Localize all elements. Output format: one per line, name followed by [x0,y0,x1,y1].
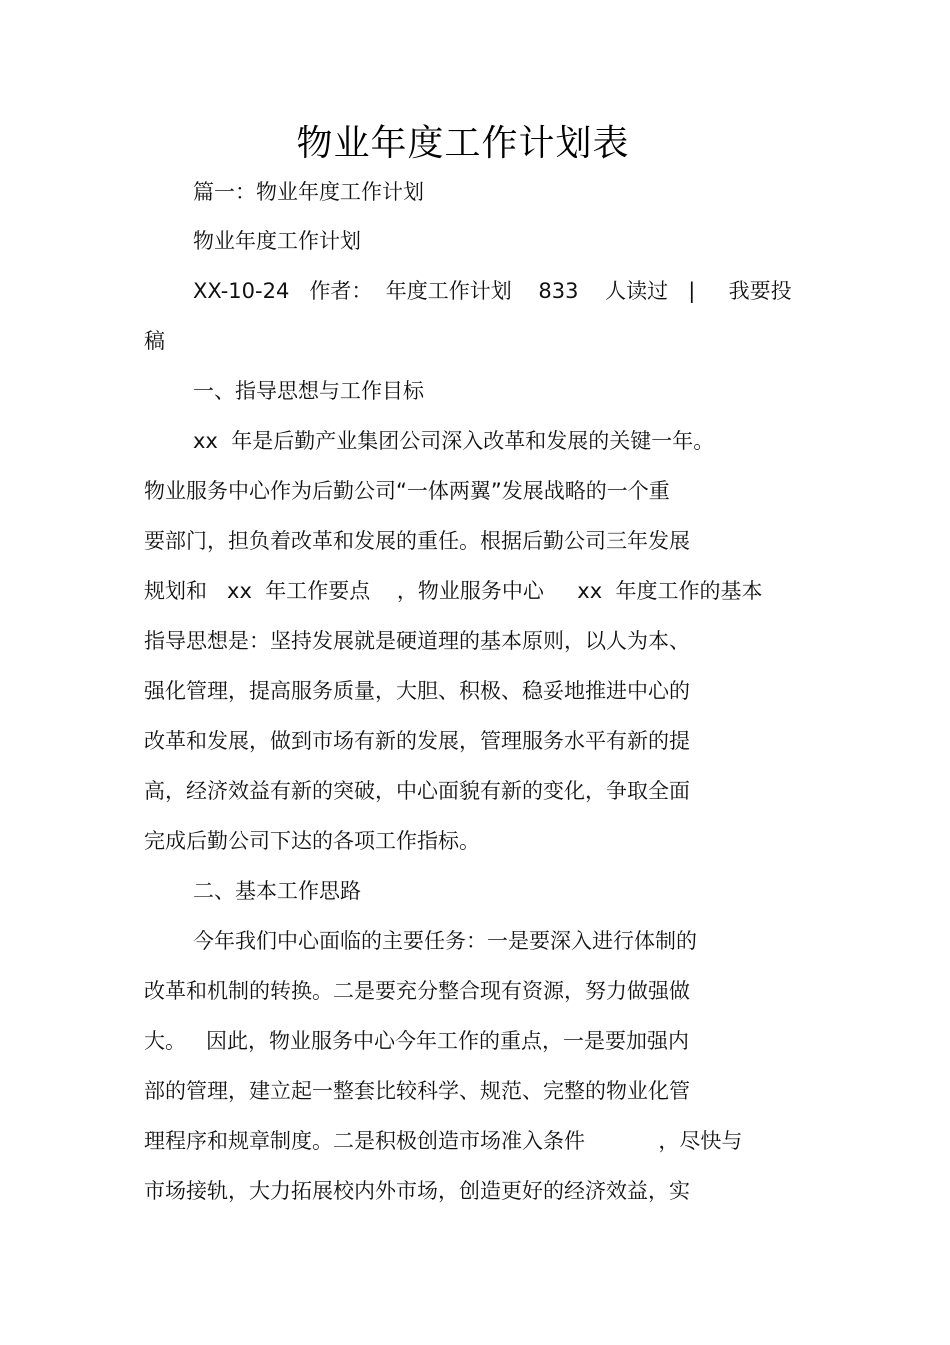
subheading: 物业年度工作计划 [193,229,361,253]
paragraph-line: 物业服务中心作为后勤公司“一体两翼”发展战略的一个重 [144,479,670,503]
paragraph-line: 完成后勤公司下达的各项工作指标。 [144,829,480,853]
section-heading-basic-ideas: 二、基本工作思路 [193,879,361,903]
paragraph-line: 高，经济效益有新的突破，中心面貌有新的变化，争取全面 [144,779,690,803]
document-title: 物业年度工作计划表 [296,123,630,164]
section-heading-part-one: 篇一：物业年度工作计划 [193,180,424,204]
paragraph-line: 部的管理，建立起一整套比较科学、规范、完整的物业化管 [144,1079,690,1103]
section-heading-guiding-ideas: 一、指导思想与工作目标 [193,379,424,403]
meta-line-continuation: 稿 [144,329,165,353]
paragraph-line: 指导思想是：坚持发展就是硬道理的基本原则，以人为本、 [144,629,690,653]
paragraph-line: 改革和发展，做到市场有新的发展，管理服务水平有新的提 [144,729,690,753]
paragraph-line: 改革和机制的转换。二是要充分整合现有资源，努力做强做 [144,979,690,1003]
paragraph-line: 理程序和规章制度。二是积极创造市场准入条件 ，尽快与 [144,1129,743,1153]
paragraph-line: 规划和 xx 年工作要点 ，物业服务中心 xx 年度工作的基本 [144,579,763,603]
paragraph-line: 大。 因此，物业服务中心今年工作的重点，一是要加强内 [144,1029,690,1053]
paragraph-line: 市场接轨，大力拓展校内外市场，创造更好的经济效益，实 [144,1179,690,1203]
paragraph-line: xx 年是后勤产业集团公司深入改革和发展的关键一年。 [193,429,715,453]
paragraph-line: 今年我们中心面临的主要任务：一是要深入进行体制的 [193,929,697,953]
paragraph-line: 要部门，担负着改革和发展的重任。根据后勤公司三年发展 [144,529,690,553]
meta-line: XX-10-24 作者： 年度工作计划 833 人读过 | 我要投 [193,279,792,303]
paragraph-line: 强化管理，提高服务质量，大胆、积极、稳妥地推进中心的 [144,679,690,703]
